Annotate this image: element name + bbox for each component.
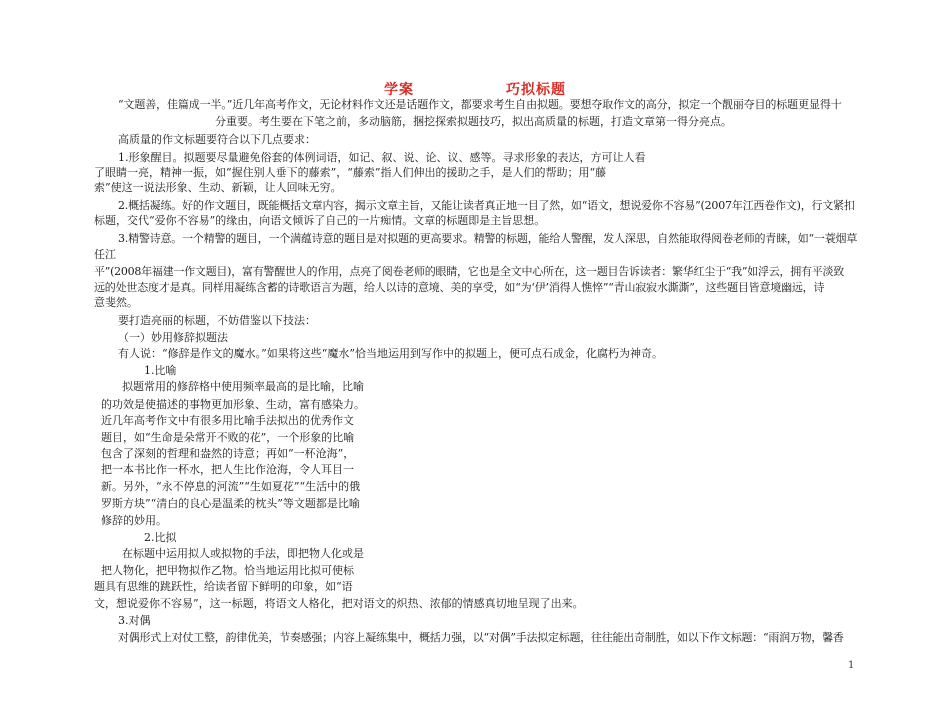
text-line: 把一本书比作一杯水，把人生比作沧海，令人耳目一	[101, 463, 354, 476]
text-line: 分重要。考生要在下笔之前，多动脑筋，捆挖探索拟题技巧，拟出高质量的标题，打造文章第一得分亮点。	[215, 115, 732, 128]
title-part-2: 巧拟标题	[506, 82, 566, 98]
subsection-heading: 3.对偶	[118, 614, 151, 627]
text-line: 索”使这一说法形象、生动、新颖，让人回味无穷。	[94, 181, 342, 194]
title-part-1: 学案	[384, 82, 414, 98]
text-line: 任江	[94, 248, 116, 261]
text-line: 罗斯方块”“清白的良心是温柔的枕头”等文题都是比喻	[101, 497, 360, 510]
text-line: 有人说：“修辞是作文的魔水。”如果将这些“魔水”恰当地运用到写作中的拟题上，便可点石成金，化腐朽为神奇。	[118, 347, 663, 360]
text-line: 对偶形式上对仗工整，韵律优美，节奏感强；内容上凝练集中，概括力强，以“对偶”手法拟定标题，往往能出奇制胜，如以下作文标题：“雨润万物，馨香	[118, 631, 844, 644]
text-line: 包含了深刻的哲理和盎然的诗意；再如“一杯沧海”，	[101, 447, 355, 460]
text-line: 3.精警诗意。一个精警的题目，一个满蕴诗意的题目是对拟题的更高要求。精警的标题，能给人警醒，发人深思，自然能取得阅卷老师的青睐，如“一蓑烟草	[118, 232, 858, 245]
subsection-heading: 2.比拟	[144, 531, 177, 544]
text-line: 要打造亮丽的标题，不妨借鉴以下技法：	[118, 314, 316, 327]
text-line: 高质量的作文标题要符合以下几点要求：	[118, 133, 316, 146]
text-line: 题具有思维的跳跃性，给读者留下鲜明的印象，如“语	[94, 580, 353, 593]
text-line: 修辞的妙用。	[101, 514, 167, 527]
text-line: 题目，如“生命是朵常开不败的花”，一个形象的比喻	[101, 431, 355, 444]
text-line: 意斐然。	[94, 296, 138, 309]
text-line: 的功效是使描述的事物更加形象、生动，富有感染力。	[101, 398, 365, 411]
text-line: 新。另外，“永不停息的河流”“生如夏花”“生活中的俄	[101, 480, 361, 493]
subsection-heading: 1.比喻	[144, 364, 177, 377]
text-line: 拟题常用的修辞格中使用频率最高的是比喻，比喻	[122, 380, 364, 393]
text-line: 平”(2008年福建一作文题目)，富有警醒世人的作用，点亮了阅卷老师的眼睛，它也是全文中心所在，这一题目告诉读者：繁华红尘于“我”如浮云，拥有平淡致	[94, 265, 844, 278]
text-line: 近几年高考作文中有很多用比喻手法拟出的优秀作文	[101, 414, 354, 427]
text-line: 1.形象醒目。拟题要尽量避免俗套的体例词语，如记、叙、说、论、议、感等。寻求形象的表达，方可让人看	[118, 151, 646, 164]
text-line: 把人物化，把甲物拟作乙物。恰当地运用比拟可使标	[101, 564, 354, 577]
text-line: 标题，交代“爱你不容易”的缘由，向语文倾诉了自己的一片痴情。文章的标题即是主旨思想。	[94, 214, 546, 227]
text-line: 了眼睛一亮，精神一振，如“握住别人垂下的藤索”，“藤索”指人们伸出的援助之手，是人们的帮助；用“藤	[94, 166, 607, 179]
text-line: 在标题中运用拟人或拟物的手法，即把物人化或是	[122, 547, 364, 560]
text-line: 远的处世态度才是真。同样用凝练含蓄的诗歌语言为题，给人以诗的意境、美的享受，如“为‘伊’消得人憔悴”“青山寂寂水澌澌”，这些题目皆意境幽远，诗	[94, 281, 825, 294]
page-number: 1	[848, 660, 855, 671]
text-line: 2.概括凝练。好的作文题目，既能概括文章内容，揭示文章主旨，又能让读者真正地一目了然，如“语文，想说爱你不容易”(2007年江西卷作文)，行文紧扣	[118, 199, 855, 212]
text-line: “文题善，佳篇成一半。”近几年高考作文，无论材料作文还是话题作文，都要求考生自由拟题。要想夺取作文的高分，拟定一个靓丽夺目的标题更显得十	[118, 98, 842, 111]
document-title	[0, 79, 950, 99]
section-heading: （一）妙用修辞拟题法	[118, 331, 228, 344]
text-line: 文，想说爱你不容易”，这一标题，将语文人格化，把对语文的炽热、浓郁的情感真切地呈现了出来。	[94, 597, 584, 610]
